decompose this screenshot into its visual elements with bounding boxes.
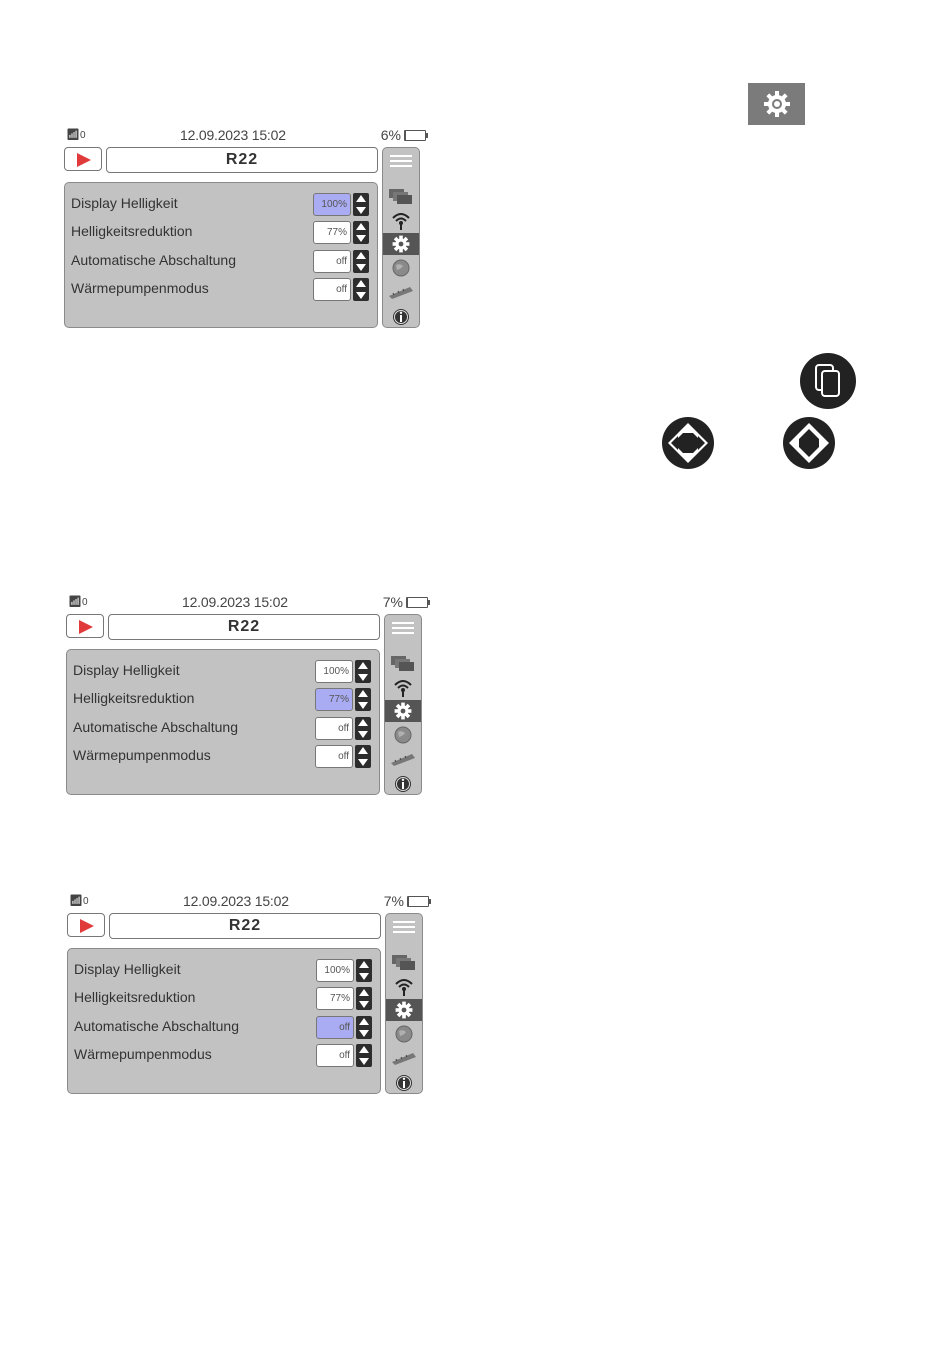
arrow-down-icon[interactable] bbox=[359, 1001, 369, 1008]
side-menu-item[interactable] bbox=[385, 700, 421, 722]
side-menu-item[interactable] bbox=[386, 976, 422, 998]
spinner-arrows[interactable] bbox=[353, 193, 369, 216]
setting-spinner[interactable] bbox=[315, 717, 371, 740]
dpad-up-down-icon bbox=[786, 420, 832, 466]
side-menu-item[interactable] bbox=[383, 186, 419, 208]
arrow-up-icon[interactable] bbox=[356, 252, 366, 259]
setting-value[interactable]: 100% bbox=[313, 193, 351, 216]
refrigerant-title: R22 bbox=[108, 614, 380, 640]
arrow-up-icon[interactable] bbox=[358, 747, 368, 754]
setting-value[interactable]: 100% bbox=[315, 660, 353, 683]
battery-indicator bbox=[381, 127, 426, 143]
setting-label: Display Helligkeit bbox=[74, 961, 181, 977]
setting-value[interactable]: off bbox=[313, 278, 351, 301]
signal-value: 0 bbox=[82, 896, 89, 907]
setting-label: Wärmepumpenmodus bbox=[74, 1046, 212, 1062]
settings-panel bbox=[64, 182, 378, 328]
setting-value[interactable]: off bbox=[313, 250, 351, 273]
setting-label: Helligkeitsreduktion bbox=[73, 690, 195, 706]
setting-value[interactable]: off bbox=[315, 745, 353, 768]
setting-label: Wärmepumpenmodus bbox=[73, 747, 211, 763]
setting-spinner[interactable] bbox=[316, 959, 372, 982]
arrow-up-icon[interactable] bbox=[358, 662, 368, 669]
spinner-arrows[interactable] bbox=[355, 745, 371, 768]
wireless-icon bbox=[394, 977, 414, 997]
spinner-arrows[interactable] bbox=[355, 660, 371, 683]
arrow-down-icon[interactable] bbox=[358, 702, 368, 709]
play-button[interactable] bbox=[64, 147, 102, 171]
signal-indicator bbox=[66, 128, 86, 141]
arrow-down-icon[interactable] bbox=[358, 731, 368, 738]
arrow-up-icon[interactable] bbox=[356, 195, 366, 202]
setting-value[interactable]: 77% bbox=[313, 221, 351, 244]
battery-icon bbox=[407, 896, 429, 907]
device-screen bbox=[64, 127, 426, 337]
info-icon bbox=[395, 1074, 413, 1092]
setting-label: Helligkeitsreduktion bbox=[74, 989, 196, 1005]
side-menu-item[interactable] bbox=[385, 653, 421, 675]
battery-icon bbox=[404, 130, 426, 141]
spinner-arrows[interactable] bbox=[353, 250, 369, 273]
setting-label: Display Helligkeit bbox=[73, 662, 180, 678]
spinner-arrows[interactable] bbox=[355, 688, 371, 711]
ruler-icon bbox=[388, 286, 414, 300]
battery-indicator bbox=[383, 594, 428, 610]
settings-panel bbox=[66, 649, 380, 795]
arrow-down-icon[interactable] bbox=[356, 264, 366, 271]
gear-icon bbox=[395, 1001, 413, 1019]
arrow-up-icon[interactable] bbox=[359, 1018, 369, 1025]
dpad-left-right-icon bbox=[665, 420, 711, 466]
side-menu-item[interactable] bbox=[386, 1048, 422, 1070]
arrow-down-icon[interactable] bbox=[359, 973, 369, 980]
side-menu bbox=[382, 147, 420, 328]
wireless-icon bbox=[393, 678, 413, 698]
setting-spinner[interactable] bbox=[316, 1016, 372, 1039]
arrow-down-icon[interactable] bbox=[359, 1030, 369, 1037]
side-menu-item[interactable] bbox=[386, 1023, 422, 1045]
arrow-down-icon[interactable] bbox=[356, 292, 366, 299]
side-menu-item[interactable] bbox=[383, 150, 419, 172]
side-menu-item[interactable] bbox=[385, 773, 421, 795]
signal-indicator bbox=[68, 595, 88, 608]
side-menu-item[interactable] bbox=[385, 617, 421, 639]
setting-value[interactable]: off bbox=[316, 1044, 354, 1067]
side-menu-item[interactable] bbox=[383, 257, 419, 279]
side-menu bbox=[385, 913, 423, 1094]
info-icon bbox=[394, 775, 412, 793]
arrow-down-icon[interactable] bbox=[356, 235, 366, 242]
refrigerant-title: R22 bbox=[109, 913, 381, 939]
arrow-down-icon[interactable] bbox=[358, 674, 368, 681]
play-icon bbox=[80, 919, 94, 933]
setting-value[interactable]: 100% bbox=[316, 959, 354, 982]
globe-icon bbox=[394, 726, 412, 744]
wireless-icon bbox=[391, 211, 411, 231]
antenna-icon: 📶︎ bbox=[68, 596, 82, 608]
setting-label: Display Helligkeit bbox=[71, 195, 178, 211]
side-menu-item[interactable] bbox=[386, 916, 422, 938]
menu-icon bbox=[393, 920, 415, 934]
arrow-up-icon[interactable] bbox=[358, 690, 368, 697]
setting-spinner[interactable] bbox=[315, 745, 371, 768]
settings-panel bbox=[67, 948, 381, 1094]
gear-icon bbox=[762, 89, 792, 119]
signal-value: 0 bbox=[81, 597, 88, 608]
status-bar bbox=[64, 127, 426, 145]
setting-label: Automatische Abschaltung bbox=[74, 1018, 239, 1034]
layers-icon bbox=[391, 954, 417, 972]
setting-spinner[interactable] bbox=[316, 1044, 372, 1067]
ruler-icon bbox=[391, 1052, 417, 1066]
setting-spinner[interactable] bbox=[313, 193, 369, 216]
arrow-down-icon[interactable] bbox=[358, 759, 368, 766]
setting-spinner[interactable] bbox=[315, 660, 371, 683]
spinner-arrows[interactable] bbox=[356, 959, 372, 982]
spinner-arrows[interactable] bbox=[353, 221, 369, 244]
arrow-down-icon[interactable] bbox=[356, 207, 366, 214]
side-menu-item[interactable] bbox=[385, 677, 421, 699]
side-menu-item[interactable] bbox=[383, 210, 419, 232]
datetime: 12.09.2023 15:02 bbox=[183, 893, 289, 909]
side-menu-item[interactable] bbox=[386, 952, 422, 974]
side-menu-item[interactable] bbox=[383, 306, 419, 328]
settings-gear-button[interactable] bbox=[748, 83, 805, 125]
spinner-arrows[interactable] bbox=[353, 278, 369, 301]
spinner-arrows[interactable] bbox=[356, 1016, 372, 1039]
arrow-up-icon[interactable] bbox=[359, 961, 369, 968]
menu-icon bbox=[390, 154, 412, 168]
setting-spinner[interactable] bbox=[313, 278, 369, 301]
setting-label: Helligkeitsreduktion bbox=[71, 223, 193, 239]
spinner-arrows[interactable] bbox=[355, 717, 371, 740]
device-screen bbox=[67, 893, 429, 1103]
battery-indicator bbox=[384, 893, 429, 909]
signal-value: 0 bbox=[79, 130, 86, 141]
dpad-up-down-button[interactable] bbox=[783, 417, 835, 469]
spinner-arrows[interactable] bbox=[356, 987, 372, 1010]
setting-spinner[interactable] bbox=[316, 987, 372, 1010]
antenna-icon: 📶︎ bbox=[69, 895, 83, 907]
side-menu-item[interactable] bbox=[383, 282, 419, 304]
side-menu-item[interactable] bbox=[385, 749, 421, 771]
play-icon bbox=[77, 153, 91, 167]
arrow-up-icon[interactable] bbox=[356, 280, 366, 287]
setting-spinner[interactable] bbox=[315, 688, 371, 711]
side-menu-item[interactable] bbox=[383, 233, 419, 255]
side-menu-item[interactable] bbox=[385, 724, 421, 746]
side-menu-item[interactable] bbox=[386, 1072, 422, 1094]
refrigerant-title: R22 bbox=[106, 147, 378, 173]
battery-percent: 6% bbox=[380, 127, 401, 143]
play-button[interactable] bbox=[66, 614, 104, 638]
arrow-up-icon[interactable] bbox=[358, 719, 368, 726]
battery-icon bbox=[406, 597, 428, 608]
layers-icon bbox=[388, 188, 414, 206]
globe-icon bbox=[395, 1025, 413, 1043]
setting-value[interactable]: 77% bbox=[316, 987, 354, 1010]
spinner-arrows[interactable] bbox=[356, 1044, 372, 1067]
setting-value[interactable]: 77% bbox=[315, 688, 353, 711]
arrow-down-icon[interactable] bbox=[359, 1058, 369, 1065]
info-icon bbox=[392, 308, 410, 326]
arrow-up-icon[interactable] bbox=[356, 223, 366, 230]
setting-label: Wärmepumpenmodus bbox=[71, 280, 209, 296]
setting-value[interactable]: off bbox=[315, 717, 353, 740]
arrow-up-icon[interactable] bbox=[359, 989, 369, 996]
setting-label: Automatische Abschaltung bbox=[71, 252, 236, 268]
setting-spinner[interactable] bbox=[313, 221, 369, 244]
datetime: 12.09.2023 15:02 bbox=[182, 594, 288, 610]
gear-icon bbox=[392, 235, 410, 253]
status-bar bbox=[66, 594, 428, 612]
arrow-up-icon[interactable] bbox=[359, 1046, 369, 1053]
datetime: 12.09.2023 15:02 bbox=[180, 127, 286, 143]
setting-spinner[interactable] bbox=[313, 250, 369, 273]
device-screen bbox=[66, 594, 428, 804]
copy-button[interactable] bbox=[800, 353, 856, 409]
battery-percent: 7% bbox=[382, 594, 403, 610]
layers-icon bbox=[390, 655, 416, 673]
copy-icon bbox=[813, 363, 843, 399]
gear-icon bbox=[394, 702, 412, 720]
globe-icon bbox=[392, 259, 410, 277]
signal-indicator bbox=[69, 894, 89, 907]
battery-percent: 7% bbox=[383, 893, 404, 909]
setting-label: Automatische Abschaltung bbox=[73, 719, 238, 735]
setting-value[interactable]: off bbox=[316, 1016, 354, 1039]
side-menu-item[interactable] bbox=[386, 999, 422, 1021]
ruler-icon bbox=[390, 753, 416, 767]
dpad-left-right-button[interactable] bbox=[662, 417, 714, 469]
play-button[interactable] bbox=[67, 913, 105, 937]
play-icon bbox=[79, 620, 93, 634]
status-bar bbox=[67, 893, 429, 911]
side-menu bbox=[384, 614, 422, 795]
menu-icon bbox=[392, 621, 414, 635]
antenna-icon: 📶︎ bbox=[66, 129, 80, 141]
